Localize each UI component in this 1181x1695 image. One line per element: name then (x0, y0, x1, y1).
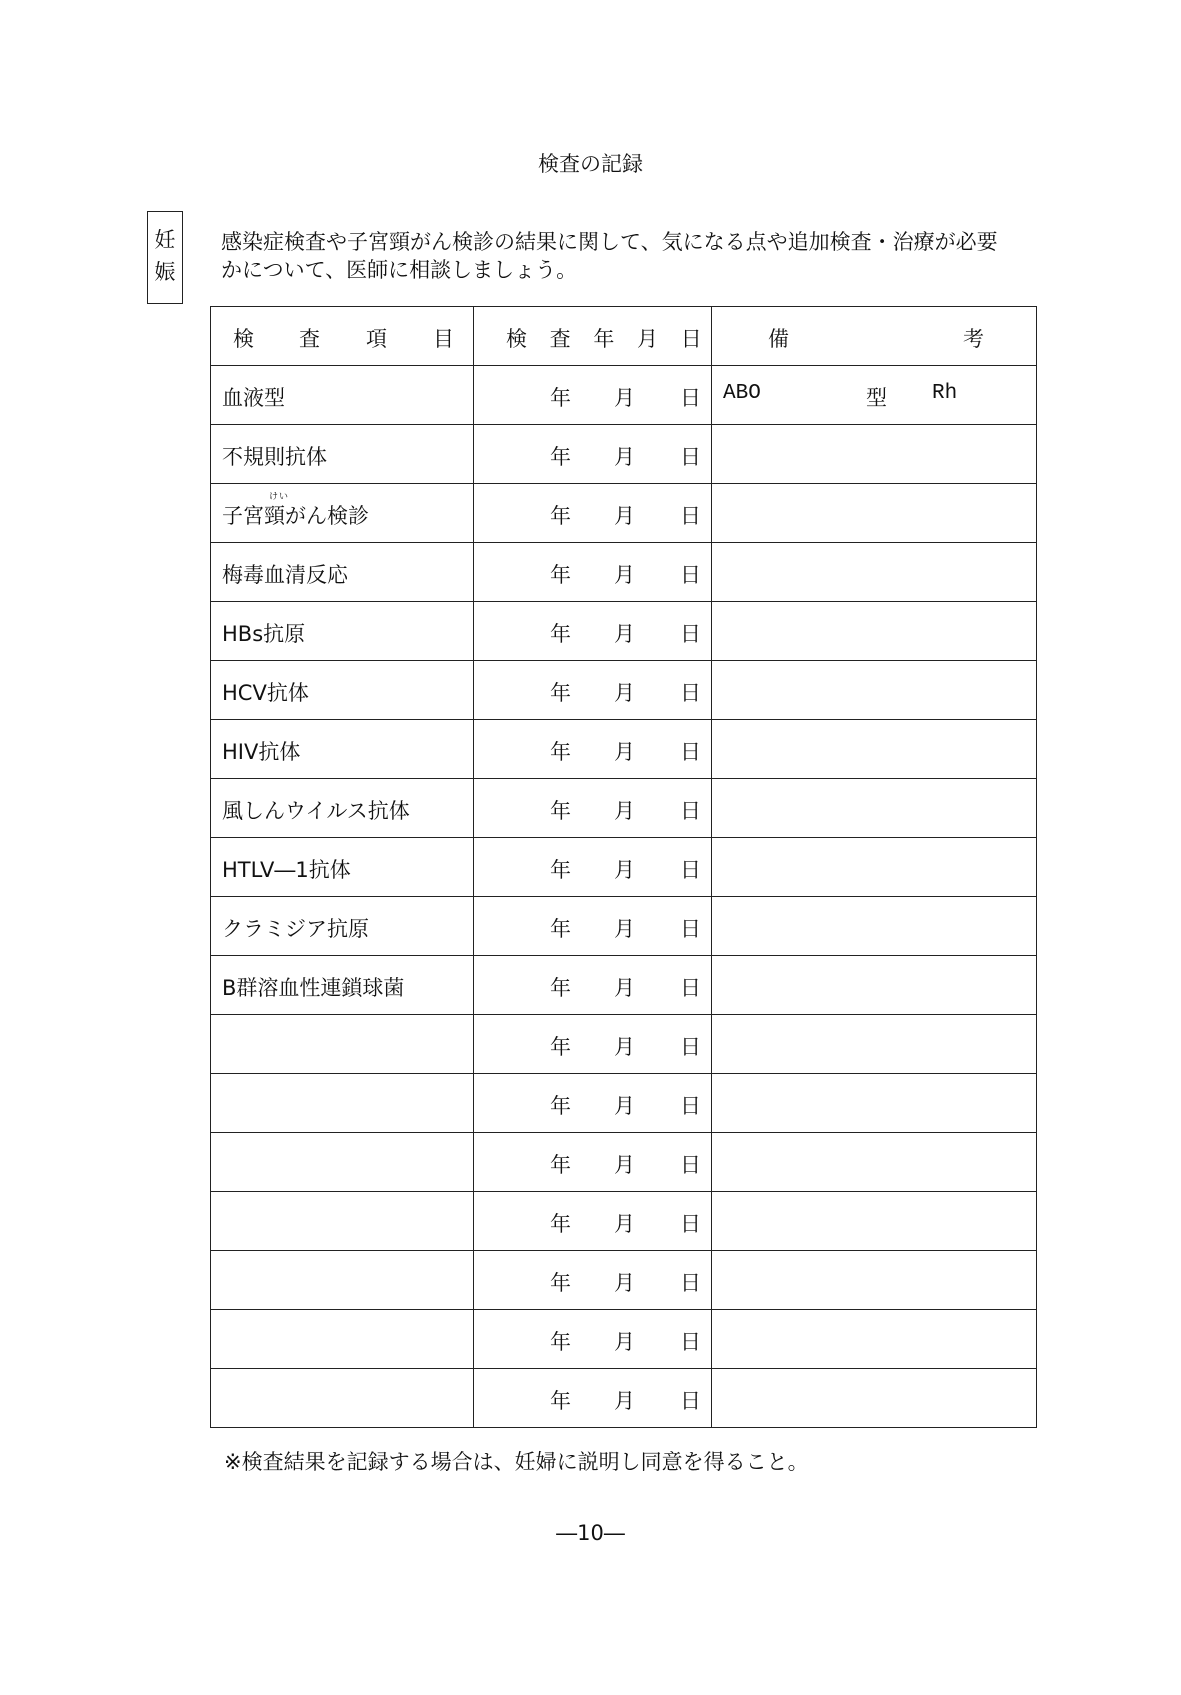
exam-date-cell[interactable] (474, 720, 712, 779)
exam-item-cell[interactable] (211, 425, 474, 484)
exam-item-label: クラミジア抗原 (222, 917, 369, 941)
month-unit: 月 (614, 858, 635, 882)
table-row (211, 779, 1037, 838)
table-row (211, 897, 1037, 956)
exam-record-table (210, 306, 1037, 1428)
exam-item-cell[interactable] (211, 1310, 474, 1369)
year-unit: 年 (550, 976, 571, 1000)
table-row (211, 661, 1037, 720)
day-unit: 日 (680, 1212, 701, 1236)
exam-item-label: HIV抗体 (222, 740, 301, 764)
table-row (211, 1133, 1037, 1192)
remarks-cell[interactable] (712, 1251, 1037, 1310)
table-header-row (211, 307, 1037, 366)
year-unit: 年 (550, 1035, 571, 1059)
exam-item-cell[interactable] (211, 779, 474, 838)
remarks-cell[interactable] (712, 1369, 1037, 1428)
rh-label: Rh (932, 382, 958, 405)
table-row (211, 1015, 1037, 1074)
header-char: 考 (963, 327, 984, 351)
remarks-cell[interactable] (712, 1192, 1037, 1251)
year-unit: 年 (550, 740, 571, 764)
year-unit: 年 (550, 1330, 571, 1354)
month-unit: 月 (614, 504, 635, 528)
exam-date-cell[interactable] (474, 1015, 712, 1074)
exam-item-label: 風しんウイルス抗体 (222, 799, 410, 823)
table-row (211, 425, 1037, 484)
exam-date-cell[interactable] (474, 1192, 712, 1251)
exam-date-cell[interactable] (474, 1074, 712, 1133)
footnote: ※検査結果を記録する場合は、妊婦に説明し同意を得ること。 (224, 1450, 809, 1474)
header-date (474, 307, 712, 366)
header-remarks (712, 307, 1037, 366)
exam-item-label: 梅毒血清反応 (222, 563, 348, 587)
year-unit: 年 (550, 1153, 571, 1177)
month-unit: 月 (614, 1153, 635, 1177)
remarks-cell[interactable] (712, 779, 1037, 838)
exam-item-cell[interactable] (211, 956, 474, 1015)
month-unit: 月 (614, 386, 635, 410)
exam-date-cell[interactable] (474, 1133, 712, 1192)
exam-date-cell[interactable] (474, 366, 712, 425)
pregnancy-tag-box (147, 211, 183, 304)
exam-item-cell[interactable] (211, 543, 474, 602)
header-char: 項 (366, 327, 387, 351)
exam-date-cell[interactable] (474, 779, 712, 838)
header-char: 査 (299, 327, 320, 351)
exam-item-cell[interactable] (211, 366, 474, 425)
day-unit: 日 (680, 386, 701, 410)
month-unit: 月 (614, 1389, 635, 1413)
table-row (211, 1192, 1037, 1251)
exam-item-cell[interactable] (211, 1133, 474, 1192)
exam-item-label: HTLV―1抗体 (222, 858, 351, 882)
table-row (211, 838, 1037, 897)
remarks-cell[interactable] (712, 897, 1037, 956)
exam-date-cell[interactable] (474, 661, 712, 720)
table-row (211, 1310, 1037, 1369)
table-row (211, 366, 1037, 425)
month-unit: 月 (614, 563, 635, 587)
table-row (211, 720, 1037, 779)
header-date-label: 検 査 年 月 日 (506, 327, 710, 351)
day-unit: 日 (680, 740, 701, 764)
exam-item-cell[interactable] (211, 1369, 474, 1428)
day-unit: 日 (680, 917, 701, 941)
tag-char: 妊 (154, 228, 176, 252)
intro-line-1: 感染症検査や子宮頸がん検診の結果に関して、気になる点や追加検査・治療が必要 (221, 230, 998, 254)
remarks-cell[interactable] (712, 1133, 1037, 1192)
exam-item-label: HBs抗原 (222, 622, 306, 646)
month-unit: 月 (614, 1094, 635, 1118)
day-unit: 日 (680, 563, 701, 587)
header-char: 検 (233, 327, 254, 351)
year-unit: 年 (550, 1271, 571, 1295)
exam-date-cell[interactable] (474, 838, 712, 897)
exam-date-cell[interactable] (474, 484, 712, 543)
page-number: ―10― (556, 1521, 625, 1545)
exam-item-cell[interactable] (211, 602, 474, 661)
header-char: 備 (768, 327, 789, 351)
remarks-cell[interactable] (712, 1310, 1037, 1369)
day-unit: 日 (680, 445, 701, 469)
remarks-cell[interactable] (712, 956, 1037, 1015)
exam-item-cell[interactable] (211, 897, 474, 956)
exam-item-label: B群溶血性連鎖球菌 (222, 976, 405, 1000)
abo-label: ABO (723, 382, 761, 405)
day-unit: 日 (680, 1389, 701, 1413)
exam-item-cell[interactable] (211, 1074, 474, 1133)
exam-date-cell[interactable] (474, 1310, 712, 1369)
month-unit: 月 (614, 976, 635, 1000)
day-unit: 日 (680, 1094, 701, 1118)
remarks-cell[interactable] (712, 543, 1037, 602)
month-unit: 月 (614, 917, 635, 941)
remarks-cell[interactable] (712, 602, 1037, 661)
day-unit: 日 (680, 1330, 701, 1354)
exam-item-label: 不規則抗体 (222, 445, 327, 469)
header-char: 目 (433, 327, 454, 351)
remarks-cell[interactable] (712, 1074, 1037, 1133)
day-unit: 日 (680, 799, 701, 823)
exam-item-cell[interactable] (211, 484, 474, 543)
month-unit: 月 (614, 445, 635, 469)
exam-date-cell[interactable] (474, 1369, 712, 1428)
day-unit: 日 (680, 858, 701, 882)
page-title: 検査の記録 (538, 152, 643, 176)
year-unit: 年 (550, 504, 571, 528)
month-unit: 月 (614, 1212, 635, 1236)
year-unit: 年 (550, 622, 571, 646)
intro-line-2: かについて、医師に相談しましょう。 (221, 258, 578, 282)
year-unit: 年 (550, 1389, 571, 1413)
year-unit: 年 (550, 917, 571, 941)
table-row (211, 1074, 1037, 1133)
remarks-cell[interactable] (712, 1015, 1037, 1074)
day-unit: 日 (680, 976, 701, 1000)
exam-item-cell[interactable] (211, 720, 474, 779)
year-unit: 年 (550, 563, 571, 587)
exam-item-cell[interactable] (211, 661, 474, 720)
month-unit: 月 (614, 799, 635, 823)
month-unit: 月 (614, 740, 635, 764)
year-unit: 年 (550, 681, 571, 705)
year-unit: 年 (550, 858, 571, 882)
tag-char: 娠 (154, 260, 176, 284)
year-unit: 年 (550, 445, 571, 469)
exam-date-cell[interactable] (474, 956, 712, 1015)
exam-date-cell[interactable] (474, 897, 712, 956)
exam-date-cell[interactable] (474, 425, 712, 484)
exam-item-label: 血液型 (222, 386, 285, 410)
exam-item-cell[interactable] (211, 1015, 474, 1074)
exam-item-cell[interactable] (211, 1192, 474, 1251)
header-item (211, 307, 474, 366)
day-unit: 日 (680, 1271, 701, 1295)
year-unit: 年 (550, 799, 571, 823)
type-label: 型 (866, 386, 887, 410)
table-row (211, 543, 1037, 602)
exam-date-cell[interactable] (474, 1251, 712, 1310)
remarks-cell[interactable] (712, 366, 1037, 425)
exam-date-cell[interactable] (474, 602, 712, 661)
remarks-cell[interactable] (712, 838, 1037, 897)
year-unit: 年 (550, 1094, 571, 1118)
year-unit: 年 (550, 1212, 571, 1236)
remarks-cell[interactable] (712, 484, 1037, 543)
table-row (211, 602, 1037, 661)
year-unit: 年 (550, 386, 571, 410)
month-unit: 月 (614, 1271, 635, 1295)
month-unit: 月 (614, 622, 635, 646)
day-unit: 日 (680, 681, 701, 705)
month-unit: 月 (614, 681, 635, 705)
day-unit: 日 (680, 1035, 701, 1059)
month-unit: 月 (614, 1035, 635, 1059)
day-unit: 日 (680, 622, 701, 646)
table-row (211, 484, 1037, 543)
day-unit: 日 (680, 504, 701, 528)
remarks-cell[interactable] (712, 720, 1037, 779)
table-row (211, 1251, 1037, 1310)
table-row (211, 1369, 1037, 1428)
exam-item-cell[interactable] (211, 838, 474, 897)
exam-item-label: HCV抗体 (222, 681, 309, 705)
day-unit: 日 (680, 1153, 701, 1177)
exam-date-cell[interactable] (474, 543, 712, 602)
exam-item-cell[interactable] (211, 1251, 474, 1310)
remarks-cell[interactable] (712, 425, 1037, 484)
table-row (211, 956, 1037, 1015)
exam-item-label: 子宮頸がん検診 (222, 504, 369, 528)
remarks-cell[interactable] (712, 661, 1037, 720)
month-unit: 月 (614, 1330, 635, 1354)
ruby-text: けい (269, 492, 290, 502)
